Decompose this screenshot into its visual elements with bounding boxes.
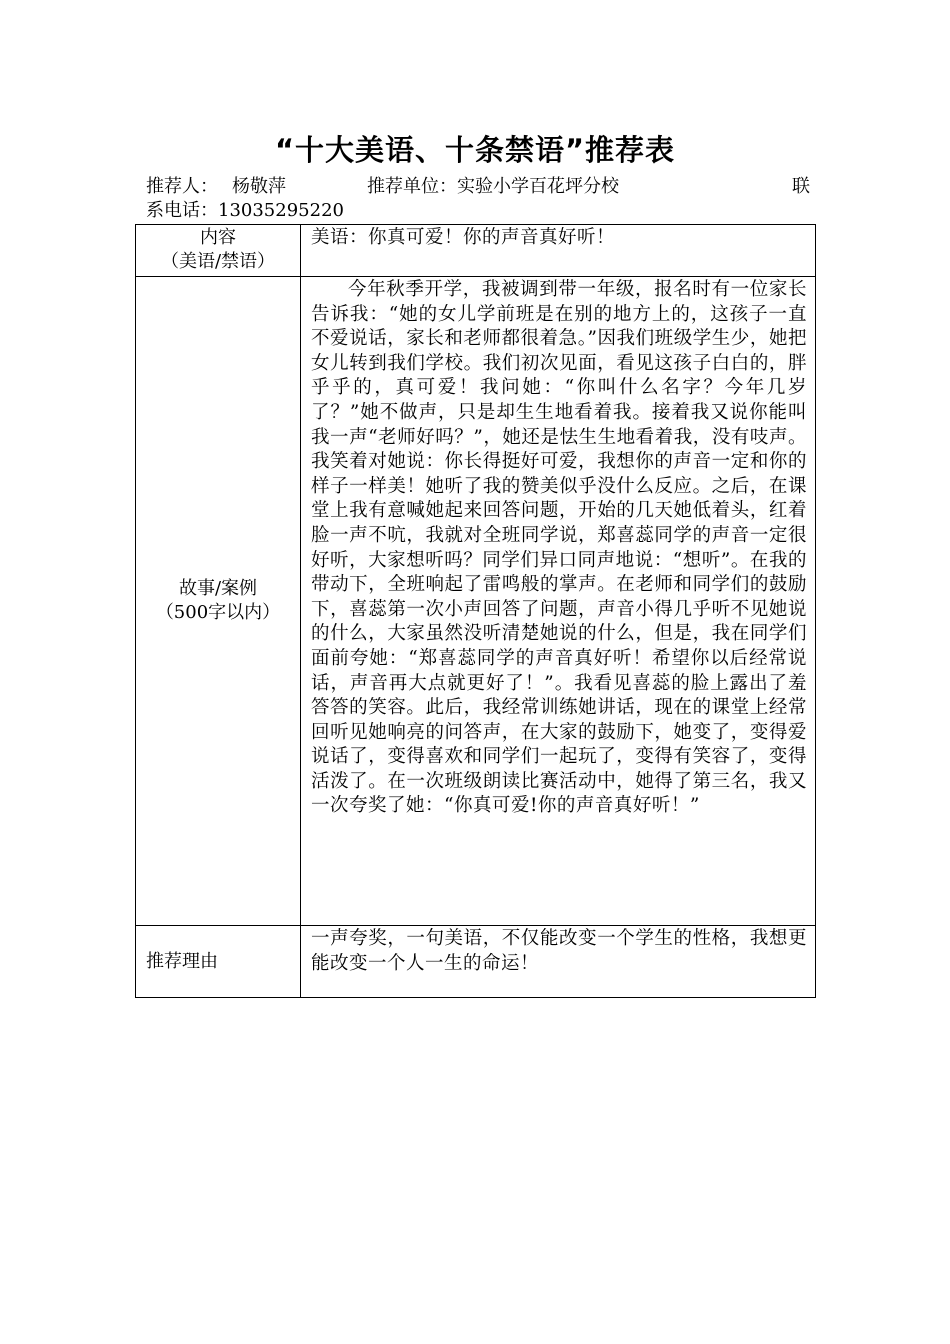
table-row-reason [136,926,816,998]
recommendation-table [135,224,816,998]
recommender-label: 推荐人： [146,176,218,197]
unit-label [367,175,619,199]
content-label-line2: （美语/禁语） [160,251,276,272]
recommender-name: 杨敬萍 [232,176,286,197]
phone-label-part2: 系电话： [146,200,218,221]
content-value-cell [301,225,816,277]
story-text-cell [301,277,816,926]
table-row-story [136,277,816,926]
reason-label: 推荐理由 [146,950,218,972]
page-title: “十大美语、十条禁语”推荐表 [274,133,676,167]
content-label-line1: 内容 [200,227,236,248]
reason-label-cell [136,926,301,998]
unit-value: 实验小学百花坪分校 [457,176,619,197]
recommender-info-line [146,175,816,199]
story-text: 今年秋季开学，我被调到带一年级，报名时有一位家长告诉我：“她的女儿学前班是在别的地方上的，这孩子一直不爱说话，家长和老师都很着急。”因我们班级学生少，她把女儿转到我们学校。我们初次见面，看见这孩子白白的，胖乎乎的，真可爱！我问她：“你叫什么名字？今年几岁了？”她不做声，只是却生生地看着我。接着我又说你能叫我一声“老师好吗？”，她还是怯生生地看着我，没有吱声。我笑着对她说：你长得挺好可爱，我想你的声音一定和你的样子一样美！她听了我的赞美似乎没什么反应。之后，在课堂上我有意喊她起来回答问题，开始的几天她低着头，红着脸一声不吭，我就对全班同学说，郑喜蕊同学的声音一定很好听，大家想听吗？同学们异口同声地说：“想听”。在我的带动下，全班响起了雷鸣般的掌声。在老师和同学们的鼓励下，喜蕊第一次小声回答了问题，声音小得几乎听不见她说的什么，大家虽然没听清楚她说的什么，但是，我在同学们面前夸她：“郑喜蕊同学的声音真好听！希望你以后经常说话，声音再大点就更好了！”。我看见喜蕊的脸上露出了羞答答的笑容。此后，我经常训练她讲话，现在的课堂上经常回听见她响亮的问答声，在大家的鼓励下，她变了，变得爱说话了，变得喜欢和同学们一起玩了，变得有笑容了，变得活泼了。在一次班级朗读比赛活动中，她得了第三名，我又一次夸奖了她：“你真可爱!你的声音真好听！” [311,279,807,817]
story-label-cell [136,277,301,926]
table-row-content [136,225,816,277]
phone-label-part1: 联 [792,176,810,197]
content-label-cell [136,225,301,277]
phone-info-line [146,199,816,223]
reason-text: 一声夸奖，一句美语，不仅能改变一个学生的性格，我想更能改变一个人一生的命运！ [311,928,807,974]
phone-value: 13035295220 [218,200,344,221]
content-value: 美语：你真可爱！你的声音真好听！ [311,227,616,248]
unit-label-text: 推荐单位： [367,176,457,197]
reason-text-cell [301,926,816,998]
story-label-line1: 故事/案例 [178,578,258,599]
story-label-line2: （500字以内） [155,602,281,623]
